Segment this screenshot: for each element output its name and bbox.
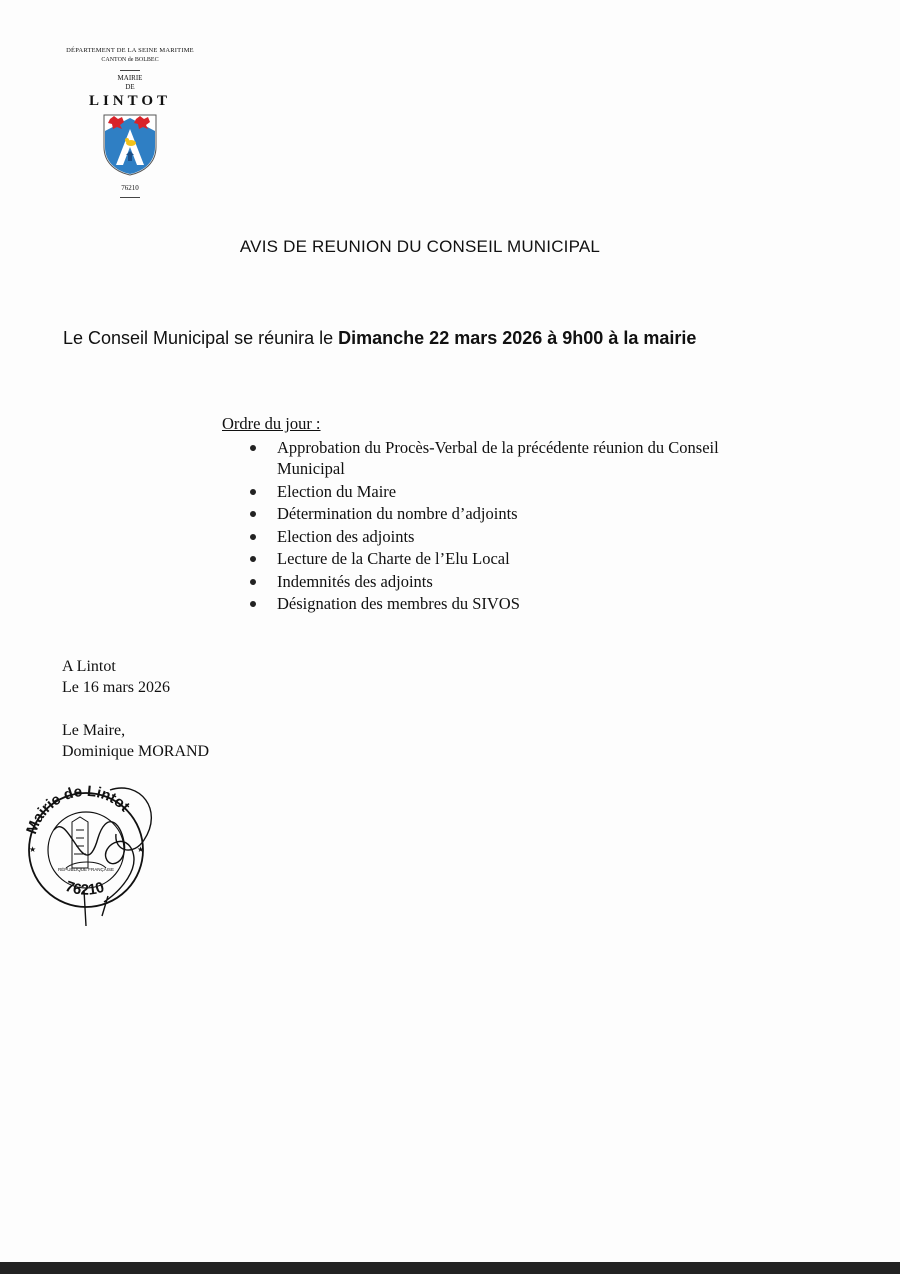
canton-label: CANTON de BOLBEC (101, 56, 159, 63)
svg-text:★: ★ (137, 845, 145, 854)
svg-text:★: ★ (29, 845, 37, 854)
official-stamp-icon (14, 770, 164, 930)
agenda-title: Ordre du jour : (222, 414, 321, 433)
town-name: LINTOT (88, 92, 172, 109)
stamp-text: Mairie de Lintot (23, 782, 133, 837)
agenda-item: Election des adjoints (222, 526, 782, 547)
announcement-text: Le Conseil Municipal se réunira le (63, 328, 339, 348)
header-divider (120, 70, 140, 71)
meeting-date-time: Dimanche 22 mars 2026 à 9h00 à la mairie (338, 328, 697, 348)
letterhead-bottom-divider (120, 197, 140, 198)
signature-block (62, 720, 209, 762)
stamp-postal-code: 76210 (63, 877, 107, 899)
agenda-item: Détermination du nombre d’adjoints (222, 503, 782, 524)
signatory-role: Le Maire, (62, 722, 126, 739)
letterhead-postal-code: 76210 (121, 183, 139, 192)
agenda-item: Approbation du Procès-Verbal de la précédente réunion du Conseil Municipal (222, 437, 782, 479)
de-label: DE (125, 82, 135, 91)
place: A Lintot (62, 658, 116, 675)
place-and-date (62, 656, 170, 698)
stamp-inner-text: RÉPUBLIQUE FRANÇAISE (57, 867, 115, 872)
department-label: DÉPARTEMENT DE LA SEINE MARITIME (66, 47, 194, 54)
agenda-list (222, 437, 782, 614)
signatory-name: Dominique MORAND (62, 743, 210, 760)
letterhead (60, 48, 200, 202)
scan-bottom-edge (0, 1262, 900, 1274)
mairie-label: MAIRIE (117, 73, 143, 82)
meeting-announcement (63, 328, 696, 349)
date: Le 16 mars 2026 (62, 679, 170, 696)
notice-title: AVIS DE REUNION DU CONSEIL MUNICIPAL (239, 237, 601, 256)
agenda-item: Election du Maire (222, 481, 782, 502)
agenda-item: Lecture de la Charte de l’Elu Local (222, 548, 782, 569)
agenda-item: Désignation des membres du SIVOS (222, 593, 782, 614)
coat-of-arms-icon (102, 113, 158, 177)
agenda (222, 414, 782, 616)
agenda-item: Indemnités des adjoints (222, 571, 782, 592)
